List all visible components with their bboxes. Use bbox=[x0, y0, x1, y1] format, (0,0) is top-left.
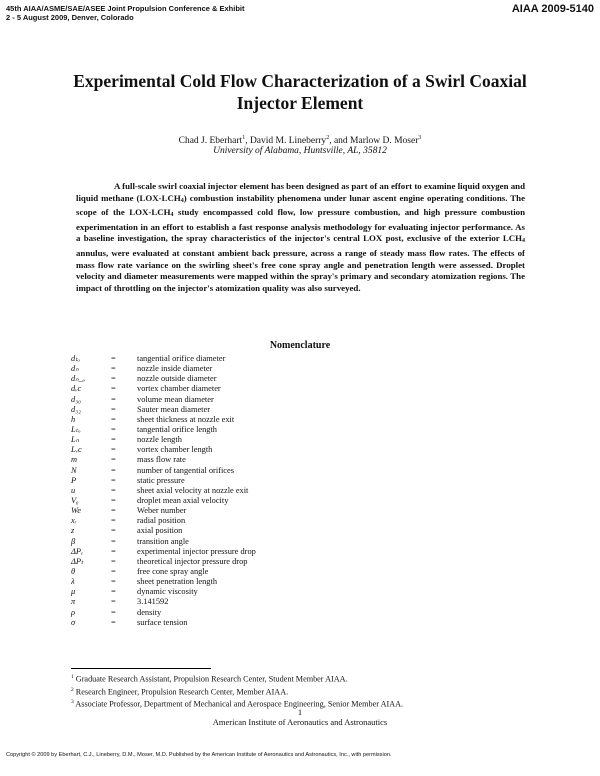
nomenclature-row bbox=[71, 577, 491, 587]
nomenclature-row bbox=[71, 354, 491, 364]
nomenclature-symbol: dᵥc bbox=[71, 384, 82, 394]
nomenclature-definition: mass flow rate bbox=[137, 455, 186, 465]
nomenclature-definition: free cone spray angle bbox=[137, 566, 209, 576]
author-2-footnote-mark: 2 bbox=[326, 135, 330, 141]
nomenclature-row bbox=[71, 395, 491, 405]
nomenclature-definition: tangential orifice diameter bbox=[137, 354, 226, 363]
nomenclature-definition: experimental injector pressure drop bbox=[137, 546, 256, 556]
nomenclature-row bbox=[71, 384, 491, 394]
nomenclature-definition: dynamic viscosity bbox=[137, 587, 198, 597]
nomenclature-row bbox=[71, 567, 491, 577]
equals-sign: = bbox=[111, 465, 116, 475]
equals-sign: = bbox=[111, 414, 116, 424]
equals-sign: = bbox=[111, 536, 116, 546]
author-1-footnote-mark: 1 bbox=[242, 135, 246, 141]
nomenclature-symbol: dₙ_ₒ bbox=[71, 374, 86, 384]
nomenclature-symbol: π bbox=[71, 597, 76, 607]
nomenclature-row bbox=[71, 405, 491, 415]
nomenclature-row bbox=[71, 466, 491, 476]
nomenclature-row bbox=[71, 547, 491, 557]
footnote-number: 2 bbox=[71, 686, 74, 693]
nomenclature-definition: density bbox=[137, 607, 162, 617]
footnote-text: Research Engineer, Propulsion Research Center, Member AIAA. bbox=[73, 687, 289, 697]
nomenclature-definition: tangential orifice length bbox=[137, 424, 217, 434]
nomenclature-row bbox=[71, 557, 491, 567]
author-3-footnote-mark: 3 bbox=[418, 135, 422, 141]
affiliation: University of Alabama, Huntsville, AL, 35812 bbox=[213, 146, 387, 156]
nomenclature-symbol: We bbox=[71, 506, 81, 516]
abstract-text: annulus, were evaluated at constant ambient back pressure, across a range of steady mass flow rates. The effects of mass flow rate variance on the swirling sheet's free cone spray angle and penetration length were assessed. Droplet velocity and diameter measurements were mapped within the spray's primary and secondary atomization regions. The impact of throttling on the injector's atomization quality was also surveyed. bbox=[76, 247, 525, 293]
equals-sign: = bbox=[111, 364, 116, 374]
conference-name: 45th AIAA/ASME/SAE/ASEE Joint Propulsion Conference & Exhibit bbox=[6, 4, 245, 13]
copyright-notice: Copyright © 2009 by Eberhart, C.J., Lineberry, D.M., Moser, M.D. Published by the American Institute of Aeronautics and Astronautics, Inc., with permission. bbox=[6, 752, 392, 758]
footnote bbox=[71, 685, 531, 698]
nomenclature-symbol: h bbox=[71, 414, 76, 424]
nomenclature-row bbox=[71, 597, 491, 607]
equals-sign: = bbox=[111, 404, 116, 414]
footnote-text: Graduate Research Assistant, Propulsion Research Center, Student Member AIAA. bbox=[73, 674, 348, 684]
author-1: Chad J. Eberhart bbox=[178, 136, 243, 147]
nomenclature-symbol: dₜₒ bbox=[71, 354, 81, 363]
equals-sign: = bbox=[111, 354, 116, 363]
subscript: 4 bbox=[522, 238, 525, 245]
nomenclature-row bbox=[71, 506, 491, 516]
equals-sign: = bbox=[111, 475, 116, 485]
nomenclature-row bbox=[71, 516, 491, 526]
nomenclature-row bbox=[71, 415, 491, 425]
nomenclature-definition: number of tangential orifices bbox=[137, 465, 234, 475]
nomenclature-symbol: dₙ bbox=[71, 364, 79, 374]
equals-sign: = bbox=[111, 374, 116, 384]
nomenclature-row bbox=[71, 445, 491, 455]
nomenclature-definition: transition angle bbox=[137, 536, 189, 546]
nomenclature-definition: volume mean diameter bbox=[137, 394, 214, 404]
equals-sign: = bbox=[111, 506, 116, 516]
equals-sign: = bbox=[111, 597, 116, 607]
title-line-1: Experimental Cold Flow Characterization of a Swirl Coaxial bbox=[73, 71, 527, 91]
nomenclature-row bbox=[71, 425, 491, 435]
subscript: 4 bbox=[180, 197, 184, 204]
abstract bbox=[76, 181, 525, 294]
footnote-text: Associate Professor, Department of Mechanical and Aerospace Engineering, Senior Member AIAA. bbox=[73, 700, 404, 710]
nomenclature-symbol: ρ bbox=[71, 607, 76, 617]
nomenclature-definition: theoretical injector pressure drop bbox=[137, 556, 248, 566]
nomenclature-definition: static pressure bbox=[137, 475, 185, 485]
equals-sign: = bbox=[111, 556, 116, 566]
title-line-2: Injector Element bbox=[236, 93, 364, 113]
equals-sign: = bbox=[111, 516, 116, 526]
nomenclature-symbol: d₃₂ bbox=[71, 404, 82, 414]
equals-sign: = bbox=[111, 485, 116, 495]
nomenclature-row bbox=[71, 526, 491, 536]
abstract-text: ) combustion instability phenomena under lunar ascent engine operating conditions. The scope of the LOX-LCH bbox=[76, 192, 525, 218]
conference-date-location: 2 - 5 August 2009, Denver, Colorado bbox=[6, 13, 134, 22]
nomenclature-row bbox=[71, 496, 491, 506]
equals-sign: = bbox=[111, 424, 116, 434]
footnotes bbox=[71, 672, 531, 710]
equals-sign: = bbox=[111, 445, 116, 455]
nomenclature-symbol: μ bbox=[71, 587, 76, 597]
equals-sign: = bbox=[111, 384, 116, 394]
paper-title bbox=[40, 70, 560, 114]
nomenclature-symbol: Vᵨ bbox=[71, 495, 79, 505]
nomenclature-symbol: Lᵥc bbox=[71, 445, 82, 455]
equals-sign: = bbox=[111, 617, 116, 627]
author-separator: , bbox=[245, 136, 250, 147]
nomenclature-definition: Sauter mean diameter bbox=[137, 404, 211, 414]
footnote-number: 3 bbox=[71, 699, 74, 706]
author-separator: , and bbox=[329, 136, 351, 147]
equals-sign: = bbox=[111, 394, 116, 404]
nomenclature-definition: sheet axial velocity at nozzle exit bbox=[137, 485, 249, 495]
nomenclature-definition: nozzle length bbox=[137, 435, 182, 445]
nomenclature-definition: nozzle outside diameter bbox=[137, 374, 217, 384]
equals-sign: = bbox=[111, 435, 116, 445]
nomenclature-row bbox=[71, 587, 491, 597]
nomenclature-symbol: xᵣ bbox=[71, 516, 77, 526]
nomenclature-row bbox=[71, 455, 491, 465]
paper-number: AIAA 2009-5140 bbox=[511, 3, 594, 15]
nomenclature-definition: Weber number bbox=[137, 506, 187, 516]
equals-sign: = bbox=[111, 577, 116, 587]
conference-header bbox=[6, 4, 245, 22]
organization-footer: American Institute of Aeronautics and Astronautics bbox=[212, 717, 388, 727]
equals-sign: = bbox=[111, 587, 116, 597]
nomenclature-definition: 3.141592 bbox=[137, 597, 169, 607]
nomenclature-symbol: P bbox=[71, 475, 77, 485]
nomenclature-row bbox=[71, 486, 491, 496]
nomenclature-row bbox=[71, 364, 491, 374]
author-3: Marlow D. Moser bbox=[350, 136, 419, 147]
nomenclature-definition: surface tension bbox=[137, 617, 188, 627]
subscript: 4 bbox=[170, 212, 174, 219]
equals-sign: = bbox=[111, 495, 116, 505]
equals-sign: = bbox=[111, 546, 116, 556]
nomenclature-symbol: σ bbox=[71, 617, 76, 627]
nomenclature-symbol: ΔPₑ bbox=[71, 546, 84, 556]
nomenclature-symbol: d₃₀ bbox=[71, 394, 82, 404]
abstract-text: A full-scale swirl coaxial injector element has been designed as part of an effort to examine liquid oxygen and liquid methane (LOX-LCH bbox=[76, 181, 525, 203]
nomenclature-symbol: m bbox=[71, 455, 78, 465]
page-number: 1 bbox=[297, 707, 303, 717]
nomenclature-definition: droplet mean axial velocity bbox=[137, 495, 229, 505]
footnote bbox=[71, 672, 531, 685]
equals-sign: = bbox=[111, 526, 116, 536]
nomenclature-row bbox=[71, 618, 491, 628]
equals-sign: = bbox=[111, 455, 116, 465]
nomenclature-definition: axial position bbox=[137, 526, 183, 536]
abstract-text: study encompassed cold flow, low pressure combustion, and high pressure combustion experimentation in an effort to establish a fast response analysis methodology for evaluating injector performance. As a baseline investigation, the spray characteristics of the injector's central LOX post, exclusive of the exterior LCH bbox=[76, 207, 525, 244]
nomenclature-definition: vortex chamber length bbox=[137, 445, 213, 455]
nomenclature-definition: vortex chamber diameter bbox=[137, 384, 221, 394]
nomenclature-row bbox=[71, 608, 491, 618]
nomenclature-symbol: Lₜₒ bbox=[71, 424, 81, 434]
equals-sign: = bbox=[111, 566, 116, 576]
nomenclature-symbol: u bbox=[71, 485, 76, 495]
nomenclature-symbol: z bbox=[71, 526, 75, 536]
equals-sign: = bbox=[111, 607, 116, 617]
nomenclature-row bbox=[71, 435, 491, 445]
nomenclature-row bbox=[71, 537, 491, 547]
nomenclature-symbol: λ bbox=[71, 577, 75, 587]
nomenclature-symbol: ΔPₜ bbox=[71, 556, 84, 566]
author-list bbox=[40, 132, 560, 147]
footnote-divider bbox=[71, 668, 211, 669]
author-2: David M. Lineberry bbox=[249, 136, 327, 147]
nomenclature-symbol: N bbox=[71, 465, 77, 475]
nomenclature-definition: sheet penetration length bbox=[137, 577, 218, 587]
nomenclature-definition: nozzle inside diameter bbox=[137, 364, 213, 374]
nomenclature-definition: radial position bbox=[137, 516, 186, 526]
nomenclature-definition: sheet thickness at nozzle exit bbox=[137, 414, 235, 424]
footnote-number: 1 bbox=[71, 674, 74, 680]
nomenclature-row bbox=[71, 476, 491, 486]
nomenclature-heading: Nomenclature bbox=[269, 340, 331, 351]
nomenclature-symbol: θ bbox=[71, 566, 76, 576]
nomenclature-row bbox=[71, 374, 491, 384]
nomenclature-list bbox=[71, 354, 491, 628]
nomenclature-symbol: Lₙ bbox=[71, 435, 79, 445]
nomenclature-symbol: β bbox=[71, 536, 76, 546]
